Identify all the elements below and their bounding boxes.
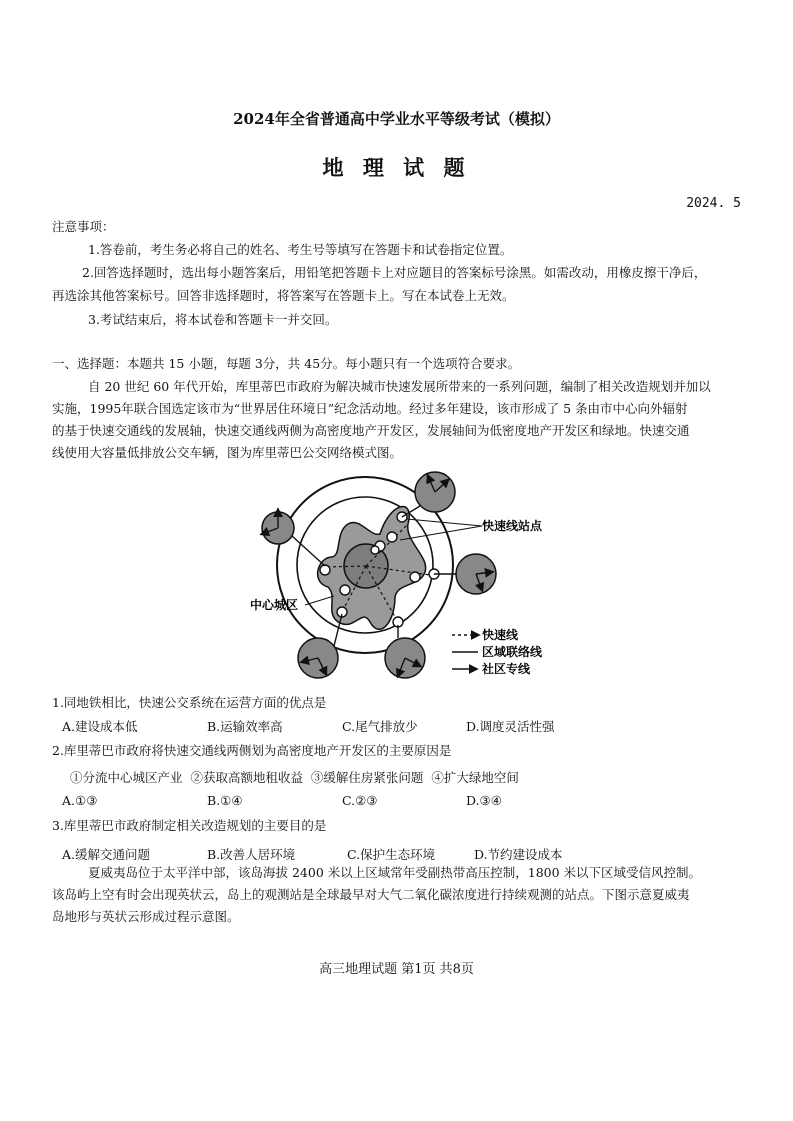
page-footer: 高三地理试题 第1页 共8页	[319, 962, 474, 977]
q2-option-d: D.③④	[466, 793, 502, 808]
label-central-city: 中心城区	[250, 598, 299, 612]
notice-item-2a: 2.回答选择题时，选出每小题答案后，用铅笔把答题卡上对应题目的答案标号涂黑。如需改动，用橡皮擦干净后，	[82, 265, 707, 280]
q1-option-d: D.调度灵活性强	[466, 719, 555, 734]
question-2-stem: 2.库里蒂巴市政府将快速交通线两侧划为高密度地产开发区的主要原因是	[52, 743, 452, 758]
passage-2	[52, 862, 752, 928]
q2-statements: ①分流中心城区产业 ②获取高额地租收益 ③缓解住房紧张问题 ④扩大绿地空间	[70, 770, 519, 785]
q2-option-a: A.①③	[62, 793, 98, 808]
q1-option-c: C.尾气排放少	[342, 719, 418, 734]
intro-line: 线使用大容量低排放公交车辆，图为库里蒂巴公交网络模式图。	[52, 445, 403, 460]
q3-option-d: D.节约建设成本	[474, 847, 563, 862]
legend-community-line: 社区专线	[482, 662, 531, 676]
q3-option-c: C.保护生态环境	[347, 847, 436, 862]
intro-paragraph	[52, 376, 742, 464]
exam-date: 2024. 5	[686, 196, 741, 211]
label-express-station: 快速线站点	[482, 519, 543, 533]
q1-option-a: A.建设成本低	[62, 719, 138, 734]
notice-item-3: 3.考试结束后，将本试卷和答题卡一并交回。	[88, 312, 338, 327]
exam-subject-title: 地 理 试 题	[322, 155, 471, 180]
question-1-stem: 1.同地铁相比，快速公交系统在运营方面的优点是	[52, 695, 327, 710]
question-3-stem: 3.库里蒂巴市政府制定相关改造规划的主要目的是	[52, 818, 327, 833]
intro-line: 的基于快速交通线的发展轴，快速交通线两侧为高密度地产开发区，发展轴间为低密度地产开发区和绿地。快速交通	[52, 423, 690, 438]
passage-2-line: 岛地形与英状云形成过程示意图。	[52, 909, 240, 924]
q1-option-b: B.运输效率高	[207, 719, 283, 734]
intro-line: 实施，1995年联合国选定该市为“世界居住环境日”纪念活动地。经过多年建设，该市形成了 5 条由市中心向外辐射	[52, 401, 688, 416]
legend-express-line: 快速线	[482, 628, 519, 642]
q2-option-c: C.②③	[342, 793, 378, 808]
q2-option-b: B.①④	[207, 793, 243, 808]
notice-item-2b: 再选涂其他答案标号。回答非选择题时，将答案写在答题卡上。写在本试卷上无效。	[52, 288, 515, 303]
passage-2-line: 夏威夷岛位于太平洋中部，该岛海拔 2400 米以上区域常年受副热带高压控制，1800 米以下区域受信风控制。	[88, 865, 702, 880]
section-heading: 一、选择题：本题共 15 小题，每题 3分，共 45分。每小题只有一个选项符合要求。	[52, 356, 521, 371]
intro-line: 自 20 世纪 60 年代开始，库里蒂巴市政府为解决城市快速发展所带来的一系列问题，编制了相关改造规划并加以	[88, 379, 711, 394]
q3-option-b: B.改善人居环境	[207, 847, 296, 862]
q3-option-a: A.缓解交通问题	[62, 847, 151, 862]
notice-item-1: 1.答卷前，考生务必将自己的姓名、考生号等填写在答题卡和试卷指定位置。	[88, 242, 513, 257]
legend-regional-line: 区域联络线	[482, 645, 543, 659]
bus-network-figure	[230, 462, 560, 688]
exam-title: 2024年全省普通高中学业水平等级考试（模拟）	[233, 110, 560, 128]
passage-2-line: 该岛屿上空有时会出现英状云，岛上的观测站是全球最早对大气二氧化碳浓度进行持续观测的站点。下图示意夏威夷	[52, 887, 690, 902]
notice-heading: 注意事项：	[52, 219, 115, 234]
